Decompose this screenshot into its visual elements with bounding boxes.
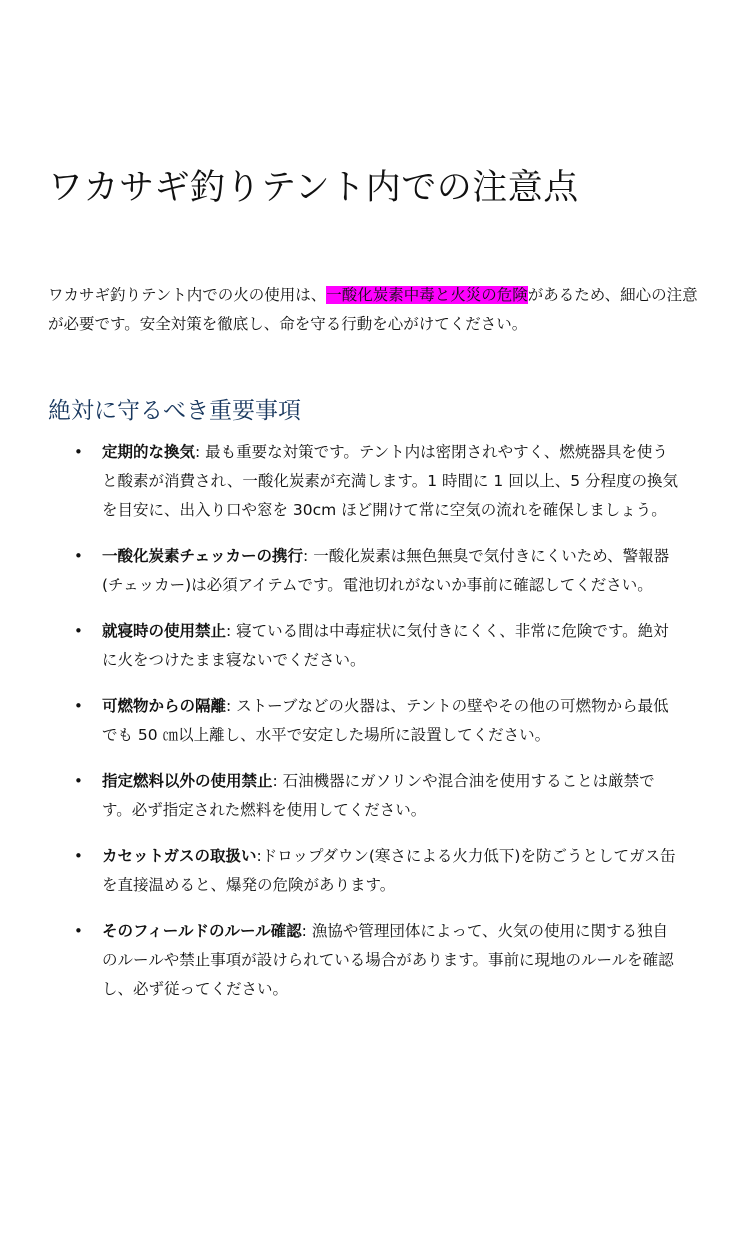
bullet-icon: • xyxy=(74,772,83,790)
rule-text: 石油機器にガソリンや混合油を使用することは厳禁です。必ず指定された燃料を使用してください。 xyxy=(102,772,655,819)
rule-separator: : xyxy=(272,772,283,790)
section-heading: 絶対に守るべき重要事項 xyxy=(48,398,301,424)
rule-separator: : xyxy=(226,697,237,715)
rules-list xyxy=(0,438,750,1021)
bullet-icon: • xyxy=(74,622,83,640)
rule-separator: : xyxy=(303,547,314,565)
bullet-icon: • xyxy=(74,922,83,940)
bullet-icon: • xyxy=(74,847,83,865)
rule-item-field-rules xyxy=(0,917,750,1004)
page-title: ワカサギ釣りテント内での注意点 xyxy=(48,168,579,208)
intro-text-after: があるため、細心の注意が必要です。安全対策を徹底し、命を守る行動を心がけてください。 xyxy=(48,286,698,333)
rule-text: 一酸化炭素は無色無臭で気付きにくいため、警報器(チェッカー)は必須アイテムです。電池切れがないか事前に確認してください。 xyxy=(102,547,670,594)
rule-item-no-sleeping xyxy=(0,617,750,675)
rule-term: そのフィールドのルール確認 xyxy=(102,922,302,940)
rule-separator: : xyxy=(195,443,206,461)
rule-item-cassette-gas xyxy=(0,842,750,900)
rule-term: カセットガスの取扱い xyxy=(102,847,257,865)
rule-text: ストーブなどの火器は、テントの壁やその他の可燃物から最低でも 50 ㎝以上離し、水平で安定した場所に設置してください。 xyxy=(102,697,669,744)
rule-text: 寝ている間は中毒症状に気付きにくく、非常に危険です。絶対に火をつけたまま寝ないでください。 xyxy=(102,622,669,669)
rule-term: 一酸化炭素チェッカーの携行 xyxy=(102,547,304,565)
rule-term: 可燃物からの隔離 xyxy=(102,697,227,715)
rule-item-fuel xyxy=(0,767,750,825)
rule-term: 指定燃料以外の使用禁止 xyxy=(102,772,273,790)
rule-text: 最も重要な対策です。テント内は密閉されやすく、燃焼器具を使うと酸素が消費され、一酸化炭素が充満します。1 時間に 1 回以上、5 分程度の換気を目安に、出入り口や窓を 30cm ほど開けて常に空気の流れを確保しましょう。 xyxy=(102,443,678,519)
intro-text-before: ワカサギ釣りテント内での火の使用は、 xyxy=(48,286,327,304)
rule-separator: : xyxy=(256,847,262,865)
intro-paragraph xyxy=(48,281,708,339)
rule-item-combustibles xyxy=(0,692,750,750)
rule-separator: : xyxy=(226,622,237,640)
rule-term: 就寝時の使用禁止 xyxy=(102,622,227,640)
rule-item-co-checker xyxy=(0,542,750,600)
rule-term: 定期的な換気 xyxy=(102,443,196,461)
bullet-icon: • xyxy=(74,547,83,565)
intro-highlight: 一酸化炭素中毒と火災の危険 xyxy=(326,286,528,304)
rule-separator: : xyxy=(301,922,312,940)
rule-text: ドロップダウン(寒さによる火力低下)を防ごうとしてガス缶を直接温めると、爆発の危険があります。 xyxy=(102,847,676,894)
rule-text: 漁協や管理団体によって、火気の使用に関する独自のルールや禁止事項が設けられている場合があります。事前に現地のルールを確認し、必ず従ってください。 xyxy=(102,922,674,998)
bullet-icon: • xyxy=(74,443,83,461)
bullet-icon: • xyxy=(74,697,83,715)
rule-item-ventilation xyxy=(0,438,750,525)
